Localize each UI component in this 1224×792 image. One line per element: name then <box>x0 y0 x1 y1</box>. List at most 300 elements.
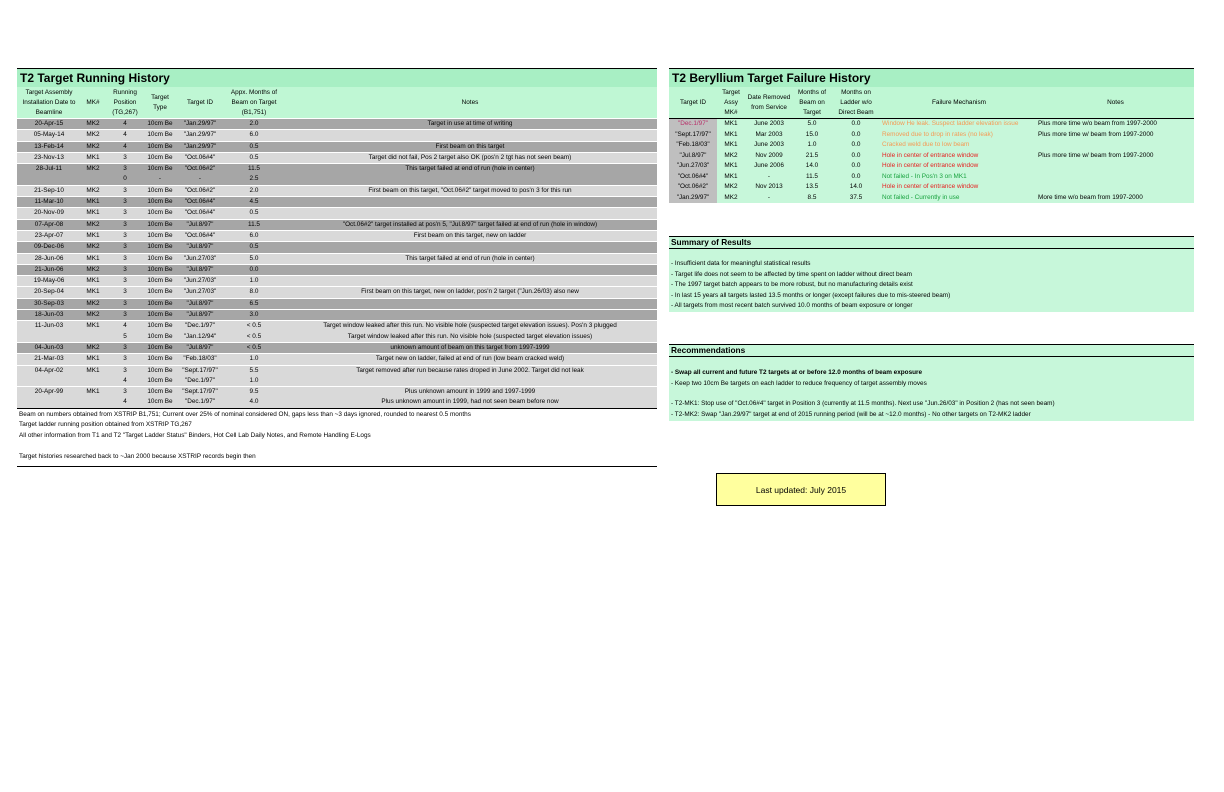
cell-date: 09-Dec-06 <box>17 242 81 253</box>
cell-date <box>17 332 81 343</box>
cell-date <box>17 174 81 185</box>
cell-id: "Oct.06#2" <box>175 164 225 175</box>
cell-date: 04-Jun-03 <box>17 342 81 353</box>
failure-header-row <box>669 87 1194 119</box>
cell-pos: 3 <box>105 253 145 264</box>
cell-pos: 4 <box>105 130 145 141</box>
table-row <box>17 174 657 185</box>
cell-ladder: 14.0 <box>831 182 881 193</box>
cell-months: 0.0 <box>225 264 283 275</box>
cell-mk: MK2 <box>81 342 105 353</box>
table-row <box>17 230 657 241</box>
col-notes: Notes <box>283 87 657 119</box>
cell-id: "Jul.8/97" <box>175 264 225 275</box>
cell-mk: MK2 <box>81 119 105 130</box>
table-row <box>17 152 657 163</box>
table-row <box>17 387 657 398</box>
cell-id: "Dec.1/97" <box>175 321 225 332</box>
table-row <box>17 164 657 175</box>
table-row <box>17 365 657 376</box>
col-fail-mechanism: Failure Mechanism <box>881 87 1037 119</box>
cell-pos: 3 <box>105 387 145 398</box>
cell-notes <box>283 310 657 321</box>
cell-notes: Plus unknown amount in 1999 and 1997-1999 <box>283 387 657 398</box>
failure-history-title: T2 Beryllium Target Failure History <box>669 68 1194 87</box>
cell-ladder: 37.5 <box>831 193 881 204</box>
cell-mk: MK1 <box>81 365 105 376</box>
cell-pos: 3 <box>105 310 145 321</box>
cell-mk: MK1 <box>81 276 105 287</box>
last-updated-box: Last updated: July 2015 <box>716 473 886 506</box>
cell-date: Nov 2009 <box>745 151 793 162</box>
cell-id: "Sept.17/97" <box>669 130 717 141</box>
cell-mechanism: Window He leak. Suspect ladder elevation issue <box>881 119 1037 130</box>
cell-months: 1.0 <box>225 376 283 387</box>
cell-notes: This target failed at end of run (hole in center) <box>283 164 657 175</box>
table-row <box>17 342 657 353</box>
cell-pos: 5 <box>105 332 145 343</box>
cell-months: 0.5 <box>225 141 283 152</box>
cell-pos: 3 <box>105 287 145 298</box>
cell-pos: 4 <box>105 141 145 152</box>
cell-pos: 3 <box>105 298 145 309</box>
cell-type: 10cm Be <box>145 276 175 287</box>
cell-notes: More time w/o beam from 1997-2000 <box>1037 193 1194 204</box>
failure-history-body <box>669 119 1194 204</box>
table-row <box>669 161 1194 172</box>
cell-id: "Jun.27/03" <box>175 287 225 298</box>
cell-mk <box>81 332 105 343</box>
cell-id: "Jul.8/97" <box>175 298 225 309</box>
col-fail-mk: Target Assy MK# <box>717 87 745 119</box>
table-row <box>669 140 1194 151</box>
cell-notes <box>283 208 657 219</box>
cell-mechanism: Hole in center of entrance window <box>881 151 1037 162</box>
cell-mk: MK1 <box>81 253 105 264</box>
table-row <box>17 397 657 407</box>
cell-mk: MK1 <box>81 321 105 332</box>
cell-mechanism: Not failed - In Pos'n 3 on MK1 <box>881 172 1037 183</box>
cell-type: 10cm Be <box>145 230 175 241</box>
cell-id: "Sept.17/97" <box>175 365 225 376</box>
running-history-panel <box>17 68 657 409</box>
cell-months: 0.5 <box>225 152 283 163</box>
cell-months: < 0.5 <box>225 332 283 343</box>
table-row <box>17 298 657 309</box>
footnote: Target histories researched back to ~Jan 2000 because XSTRIP records begin then <box>19 452 256 460</box>
cell-mk: MK1 <box>81 287 105 298</box>
cell-mk: MK1 <box>81 152 105 163</box>
cell-mk: MK2 <box>81 141 105 152</box>
cell-mk: MK1 <box>717 130 745 141</box>
cell-id: "Jul.8/97" <box>175 342 225 353</box>
cell-ladder: 0.0 <box>831 161 881 172</box>
cell-notes: First beam on this target, new on ladder <box>283 230 657 241</box>
footnote: Target ladder running position obtained from XSTRIP TG,267 <box>19 421 192 429</box>
cell-notes: First beam on this target, "Oct.06#2" target moved to pos'n 3 for this run <box>283 185 657 196</box>
failure-history-table <box>669 87 1194 203</box>
col-fail-ladder: Months on Ladder w/o Direct Beam <box>831 87 881 119</box>
cell-notes <box>283 242 657 253</box>
cell-type: 10cm Be <box>145 332 175 343</box>
cell-pos: 4 <box>105 397 145 407</box>
cell-type: 10cm Be <box>145 365 175 376</box>
cell-mk <box>81 174 105 185</box>
recommendation-mk1: - T2-MK1: Stop use of "Oct.06#4" target in Position 3 (currently at 11.5 months). Next use "Jun.26/03" in Position 2 (has not seen beam) <box>671 400 1055 407</box>
table-row <box>17 276 657 287</box>
cell-mechanism: Hole in center of entrance window <box>881 182 1037 193</box>
cell-notes: Plus more time w/ beam from 1997-2000 <box>1037 151 1194 162</box>
cell-pos: 3 <box>105 197 145 208</box>
cell-type: 10cm Be <box>145 152 175 163</box>
col-months: Appx. Months of Beam on Target (B1,751) <box>225 87 283 119</box>
cell-date: 19-May-06 <box>17 276 81 287</box>
cell-mechanism: Removed due to drop in rates (no leak) <box>881 130 1037 141</box>
failure-history-panel <box>669 68 1194 203</box>
cell-notes: First beam on this target <box>283 141 657 152</box>
cell-months: 14.0 <box>793 161 831 172</box>
cell-type: 10cm Be <box>145 208 175 219</box>
cell-notes: First beam on this target, new on ladder, pos'n 2 target ("Jun.26/03) also new <box>283 287 657 298</box>
table-row <box>17 376 657 387</box>
cell-pos: 3 <box>105 365 145 376</box>
cell-id: "Jan.29/97" <box>669 193 717 204</box>
cell-pos: 3 <box>105 354 145 365</box>
cell-type: 10cm Be <box>145 141 175 152</box>
cell-date: 23-Nov-13 <box>17 152 81 163</box>
footnote: Beam on numbers obtained from XSTRIP B1,751; Current over 25% of nominal considered ON, gaps less than ~3 days ignored, rounded to nearest 0.5 months <box>19 411 471 418</box>
cell-notes: Target window leaked after this run. No visible hole (suspected target elevation issues). Pos'n 3 plugged <box>283 321 657 332</box>
cell-pos: 0 <box>105 174 145 185</box>
cell-mk: MK2 <box>81 242 105 253</box>
cell-mk: MK2 <box>81 310 105 321</box>
col-mk: MK# <box>81 87 105 119</box>
cell-date: 21-Sep-10 <box>17 185 81 196</box>
cell-date <box>17 376 81 387</box>
cell-ladder: 0.0 <box>831 140 881 151</box>
cell-notes <box>283 264 657 275</box>
table-row <box>17 253 657 264</box>
summary-line: - In last 15 years all targets lasted 13.5 months or longer (except failures due to mis-steered beam) <box>671 291 951 299</box>
cell-months: 1.0 <box>225 276 283 287</box>
table-row <box>669 193 1194 204</box>
table-row <box>17 332 657 343</box>
cell-notes: Target did not fail, Pos 2 target also OK (pos'n 2 tgt has not seen beam) <box>283 152 657 163</box>
footnote-rule <box>17 466 657 467</box>
cell-mk <box>81 397 105 407</box>
cell-type: 10cm Be <box>145 219 175 230</box>
cell-ladder: 0.0 <box>831 172 881 183</box>
summary-panel <box>669 236 1194 312</box>
cell-type: 10cm Be <box>145 119 175 130</box>
cell-months: 8.0 <box>225 287 283 298</box>
table-row <box>17 310 657 321</box>
cell-mk: MK2 <box>717 193 745 204</box>
cell-notes: Target window leaked after this run. No visible hole (suspected target elevation issues) <box>283 332 657 343</box>
cell-id: "Oct.06#2" <box>175 185 225 196</box>
cell-notes <box>1037 182 1194 193</box>
cell-date: 21-Jun-06 <box>17 264 81 275</box>
cell-id: "Jun.27/03" <box>175 276 225 287</box>
cell-ladder: 0.0 <box>831 151 881 162</box>
cell-months: < 0.5 <box>225 321 283 332</box>
cell-months: 5.0 <box>225 253 283 264</box>
cell-mk: MK2 <box>81 264 105 275</box>
cell-notes: Target in use at time of writing <box>283 119 657 130</box>
cell-id: "Sept.17/97" <box>175 387 225 398</box>
cell-notes <box>283 197 657 208</box>
cell-id: "Oct.06#2" <box>669 182 717 193</box>
running-header-row <box>17 87 657 119</box>
cell-months: 11.5 <box>793 172 831 183</box>
cell-type: 10cm Be <box>145 253 175 264</box>
cell-date <box>17 397 81 407</box>
cell-type: 10cm Be <box>145 354 175 365</box>
cell-pos: 3 <box>105 185 145 196</box>
cell-notes <box>283 376 657 387</box>
summary-line: - All targets from most recent batch survived 10.0 months of beam exposure or longer <box>671 302 913 309</box>
running-history-title: T2 Target Running History <box>17 68 657 87</box>
cell-mk: MK2 <box>81 164 105 175</box>
cell-months: 9.5 <box>225 387 283 398</box>
cell-date: 21-Mar-03 <box>17 354 81 365</box>
cell-mk: MK2 <box>81 219 105 230</box>
running-history-body <box>17 119 657 408</box>
cell-date: 11-Jun-03 <box>17 321 81 332</box>
cell-id: "Jul.8/97" <box>175 219 225 230</box>
cell-id: "Dec.1/97" <box>669 119 717 130</box>
footnote <box>19 441 471 451</box>
cell-notes: unknown amount of beam on this target from 1997-1999 <box>283 342 657 353</box>
col-type: Target Type <box>145 87 175 119</box>
summary-line: - The 1997 target batch appears to be more robust, but no manufacturing details exist <box>671 281 913 288</box>
cell-date: 13-Feb-14 <box>17 141 81 152</box>
cell-mk: MK1 <box>81 387 105 398</box>
table-row <box>669 130 1194 141</box>
cell-mk <box>81 376 105 387</box>
table-row <box>17 185 657 196</box>
cell-mk: MK2 <box>717 151 745 162</box>
cell-notes <box>283 298 657 309</box>
cell-type: 10cm Be <box>145 242 175 253</box>
table-row <box>17 354 657 365</box>
recommendations-panel <box>669 344 1194 421</box>
cell-notes: "Oct.06#2" target installed at pos'n 5, "Jul.8/97" target failed at end of run (hole in window) <box>283 219 657 230</box>
cell-id: "Jul.8/97" <box>669 151 717 162</box>
cell-notes: Target removed after run because rates droped in June 2002. Target did not leak <box>283 365 657 376</box>
cell-notes <box>1037 161 1194 172</box>
cell-notes <box>283 174 657 185</box>
summary-title: Summary of Results <box>669 236 1194 249</box>
summary-line: - Target life does not seem to be affected by time spent on ladder without direct beam <box>671 270 912 278</box>
cell-months: 2.0 <box>225 119 283 130</box>
table-row <box>17 264 657 275</box>
cell-mechanism: Not failed - Currently in use <box>881 193 1037 204</box>
cell-id: "Jan.29/97" <box>175 130 225 141</box>
cell-pos: 3 <box>105 276 145 287</box>
cell-date: 11-Mar-10 <box>17 197 81 208</box>
table-row <box>17 219 657 230</box>
cell-date: 20-Nov-09 <box>17 208 81 219</box>
cell-id: "Jun.27/03" <box>175 253 225 264</box>
cell-pos: 4 <box>105 376 145 387</box>
cell-mk: MK1 <box>81 230 105 241</box>
cell-months: 1.0 <box>793 140 831 151</box>
cell-mk: MK2 <box>717 182 745 193</box>
col-install-date: Target Assembly Installation Date to Beamline <box>17 87 81 119</box>
cell-ladder: 0.0 <box>831 119 881 130</box>
cell-pos: 3 <box>105 230 145 241</box>
cell-date: 18-Jun-03 <box>17 310 81 321</box>
cell-id: "Jan.29/97" <box>175 119 225 130</box>
cell-months: 11.5 <box>225 164 283 175</box>
table-row <box>17 287 657 298</box>
cell-notes <box>1037 140 1194 151</box>
recommendation-mk2: - T2-MK2: Swap "Jan.29/97" target at end of 2015 running period (will be at ~12.0 months) - No other targets on T2-MK2 ladder <box>671 410 1031 418</box>
col-fail-date: Date Removed from Service <box>745 87 793 119</box>
cell-months: 2.5 <box>225 174 283 185</box>
cell-pos: 3 <box>105 219 145 230</box>
cell-mk: MK2 <box>81 130 105 141</box>
cell-months: 6.5 <box>225 298 283 309</box>
cell-type: 10cm Be <box>145 287 175 298</box>
cell-date: Nov 2013 <box>745 182 793 193</box>
cell-months: 15.0 <box>793 130 831 141</box>
cell-date: 04-Apr-02 <box>17 365 81 376</box>
cell-pos: 3 <box>105 164 145 175</box>
cell-id: "Oct.06#4" <box>175 208 225 219</box>
summary-line: - Insufficient data for meaningful statistical results <box>671 260 811 267</box>
cell-date: 28-Jul-11 <box>17 164 81 175</box>
col-fail-target-id: Target ID <box>669 87 717 119</box>
cell-pos: 3 <box>105 342 145 353</box>
cell-mk: MK2 <box>81 185 105 196</box>
cell-id: "Oct.06#4" <box>669 172 717 183</box>
running-bottom-rule <box>17 408 657 409</box>
cell-mk: MK2 <box>81 298 105 309</box>
cell-date: 20-Apr-15 <box>17 119 81 130</box>
cell-months: 2.0 <box>225 185 283 196</box>
cell-id: "Feb.18/03" <box>175 354 225 365</box>
recommendation-line: - Keep two 10cm Be targets on each ladder to reduce frequency of target assembly moves <box>671 379 927 387</box>
cell-type: 10cm Be <box>145 376 175 387</box>
table-row <box>17 119 657 130</box>
table-row <box>17 197 657 208</box>
running-history-table <box>17 87 657 408</box>
cell-notes: This target failed at end of run (hole in center) <box>283 253 657 264</box>
cell-mk: MK1 <box>717 119 745 130</box>
table-row <box>17 242 657 253</box>
cell-pos: 3 <box>105 264 145 275</box>
cell-date: 05-May-14 <box>17 130 81 141</box>
cell-pos: 4 <box>105 119 145 130</box>
cell-type: 10cm Be <box>145 130 175 141</box>
cell-type: 10cm Be <box>145 397 175 407</box>
cell-id: "Jul.8/97" <box>175 310 225 321</box>
cell-mk: MK1 <box>81 197 105 208</box>
cell-date: - <box>745 172 793 183</box>
cell-mk: MK1 <box>717 161 745 172</box>
cell-type: 10cm Be <box>145 197 175 208</box>
cell-date: 30-Sep-03 <box>17 298 81 309</box>
cell-date: 23-Apr-07 <box>17 230 81 241</box>
cell-pos: 3 <box>105 208 145 219</box>
cell-date: June 2003 <box>745 140 793 151</box>
cell-months: 1.0 <box>225 354 283 365</box>
cell-months: < 0.5 <box>225 342 283 353</box>
cell-mk: MK1 <box>717 140 745 151</box>
table-row <box>17 321 657 332</box>
cell-months: 11.5 <box>225 219 283 230</box>
cell-date: June 2003 <box>745 119 793 130</box>
cell-notes: Target new on ladder, failed at end of run (low beam cracked weld) <box>283 354 657 365</box>
cell-type: 10cm Be <box>145 310 175 321</box>
cell-date: - <box>745 193 793 204</box>
cell-notes: Plus unknown amount in 1999, had not seen beam before now <box>283 397 657 407</box>
cell-type: 10cm Be <box>145 164 175 175</box>
cell-months: 6.0 <box>225 130 283 141</box>
cell-date: 07-Apr-08 <box>17 219 81 230</box>
cell-mechanism: Cracked weld due to low beam <box>881 140 1037 151</box>
cell-id: "Dec.1/97" <box>175 397 225 407</box>
footnotes <box>19 410 471 462</box>
cell-mk: MK1 <box>81 354 105 365</box>
cell-mk: MK1 <box>81 208 105 219</box>
cell-id: "Oct.06#4" <box>175 230 225 241</box>
table-row <box>17 130 657 141</box>
table-row <box>669 151 1194 162</box>
cell-pos: 3 <box>105 152 145 163</box>
cell-date: 20-Apr-99 <box>17 387 81 398</box>
cell-id: "Jan.12/94" <box>175 332 225 343</box>
cell-months: 5.0 <box>793 119 831 130</box>
recommendation-lead: - Swap all current and future T2 targets at or before 12.0 months of beam exposure <box>671 369 923 376</box>
cell-type: - <box>145 174 175 185</box>
cell-id: - <box>175 174 225 185</box>
table-row <box>669 119 1194 130</box>
cell-type: 10cm Be <box>145 185 175 196</box>
cell-type: 10cm Be <box>145 264 175 275</box>
cell-id: "Oct.06#4" <box>175 152 225 163</box>
cell-id: "Oct.06#4" <box>175 197 225 208</box>
cell-months: 6.0 <box>225 230 283 241</box>
cell-notes <box>1037 172 1194 183</box>
cell-id: "Dec.1/97" <box>175 376 225 387</box>
cell-pos: 4 <box>105 321 145 332</box>
cell-months: 4.0 <box>225 397 283 407</box>
table-row <box>17 141 657 152</box>
cell-months: 3.0 <box>225 310 283 321</box>
cell-date: June 2006 <box>745 161 793 172</box>
footnote: All other information from T1 and T2 "Target Ladder Status" Binders, Hot Cell Lab Daily Notes, and Remote Handling E-Logs <box>19 431 371 439</box>
cell-months: 8.5 <box>793 193 831 204</box>
cell-notes: Plus more time w/ beam from 1997-2000 <box>1037 130 1194 141</box>
cell-months: 5.5 <box>225 365 283 376</box>
col-fail-notes: Notes <box>1037 87 1194 119</box>
cell-months: 21.5 <box>793 151 831 162</box>
cell-mk: MK1 <box>717 172 745 183</box>
cell-id: "Jan.29/97" <box>175 141 225 152</box>
cell-ladder: 0.0 <box>831 130 881 141</box>
cell-months: 4.5 <box>225 197 283 208</box>
cell-date: 20-Sep-04 <box>17 287 81 298</box>
col-position: Running Position (TG,267) <box>105 87 145 119</box>
cell-type: 10cm Be <box>145 321 175 332</box>
col-target-id: Target ID <box>175 87 225 119</box>
cell-type: 10cm Be <box>145 387 175 398</box>
table-row <box>17 208 657 219</box>
table-row <box>669 172 1194 183</box>
